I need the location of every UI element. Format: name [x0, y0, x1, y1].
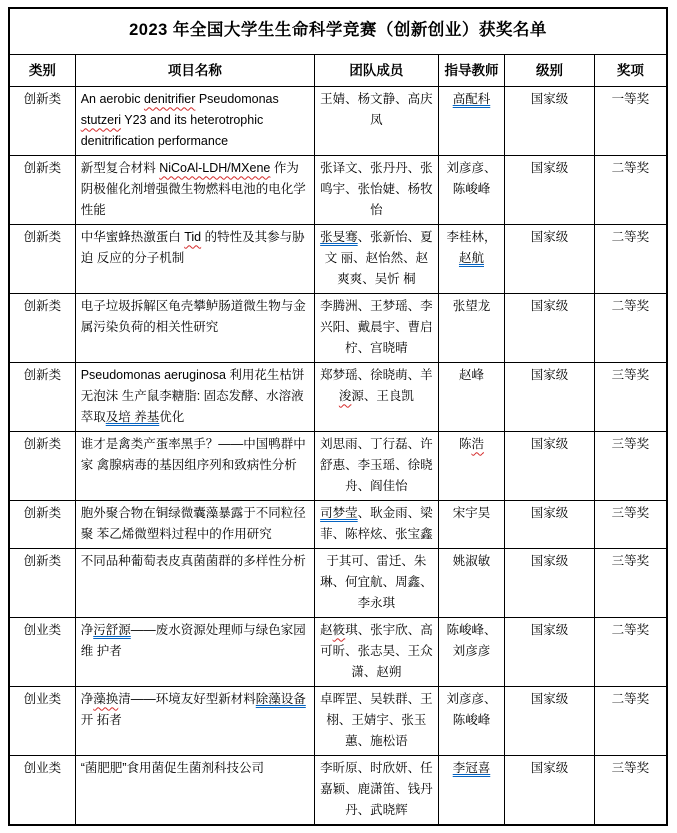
- level-cell: [505, 432, 595, 501]
- award-cell: [594, 156, 667, 225]
- level-cell: [505, 549, 595, 618]
- level-cell: [505, 756, 595, 826]
- teacher-cell: [438, 432, 504, 501]
- level-cell: [505, 501, 595, 549]
- text-segment: 、耿金雨、梁菲、陈梓炫、张宝鑫: [320, 506, 433, 542]
- title-row: [9, 8, 667, 54]
- team-cell: [314, 549, 438, 618]
- text-segment: 的特性及其参与胁迫 反应的分子机制: [80, 230, 305, 266]
- team-cell: [314, 432, 438, 501]
- project-cell: [75, 363, 314, 432]
- text-segment: 张望龙: [452, 299, 491, 314]
- text-segment: 国家级: [530, 692, 569, 707]
- text-segment: 国家级: [530, 554, 569, 569]
- level-cell: [505, 87, 595, 156]
- text-segment: 三等奖: [611, 368, 650, 383]
- award-cell: [594, 549, 667, 618]
- level-cell: [505, 363, 595, 432]
- column-header-award: 奖项: [594, 54, 667, 87]
- text-segment: 二等奖: [611, 623, 650, 638]
- award-cell: [594, 687, 667, 756]
- award-cell: [594, 618, 667, 687]
- category-cell: [9, 294, 75, 363]
- team-cell: [314, 294, 438, 363]
- table-row: [9, 618, 667, 687]
- text-segment: 国家级: [530, 623, 569, 638]
- text-segment: 谁才是禽类产蛋率黑手？——中国鸭群中家 禽腺病毒的基因组序列和致病性分析: [80, 437, 306, 473]
- column-header-team: 团队成员: [314, 54, 438, 87]
- award-cell: [594, 87, 667, 156]
- text-segment: 于其可、雷迁、朱琳、何宜航、周鑫、李永琪: [320, 554, 433, 611]
- text-segment: 胞外聚合物在铜绿微囊藻暴露于不同粒径聚 苯乙烯微塑料过程中的作用研究: [80, 506, 306, 542]
- column-header-project: 项目名称: [75, 54, 314, 87]
- team-cell: [314, 618, 438, 687]
- level-cell: [505, 687, 595, 756]
- project-cell: [75, 225, 314, 294]
- text-segment: 一等奖: [611, 92, 650, 107]
- teacher-cell: [438, 156, 504, 225]
- text-segment: 净: [80, 692, 94, 707]
- spellcheck-underline: 筱: [332, 623, 346, 638]
- text-segment: 二等奖: [611, 161, 650, 176]
- column-header-teacher: 指导教师: [438, 54, 504, 87]
- spellcheck-underline: stutzeri: [80, 113, 122, 128]
- award-cell: [594, 225, 667, 294]
- text-segment: 刘彦彦、陈峻峰: [446, 161, 497, 197]
- text-segment: 李昕原、时欣妍、任嘉颖、鹿潇笛、钱丹丹、武晓辉: [320, 761, 433, 818]
- teacher-cell: [438, 225, 504, 294]
- project-cell: [75, 549, 314, 618]
- text-segment: 姚淑敏: [452, 554, 491, 569]
- column-header-category: 类别: [9, 54, 75, 87]
- text-segment: 创新类: [23, 506, 62, 521]
- table-row: [9, 225, 667, 294]
- teacher-cell: [438, 756, 504, 826]
- category-cell: [9, 618, 75, 687]
- team-cell: [314, 87, 438, 156]
- award-cell: [594, 363, 667, 432]
- text-segment: 陈: [458, 437, 472, 452]
- award-cell: [594, 756, 667, 826]
- text-segment: Pseudomonas aeruginosa 利用花生枯饼无泡沫 生产鼠李糖脂: 固态发酵、水溶液萃取: [80, 368, 305, 425]
- header-row: [9, 54, 667, 87]
- text-segment: 三等奖: [611, 437, 650, 452]
- teacher-cell: [438, 501, 504, 549]
- category-cell: [9, 156, 75, 225]
- text-segment: “菌肥肥”食用菌促生菌剂科技公司: [80, 761, 265, 776]
- teacher-cell: [438, 363, 504, 432]
- table-row: [9, 501, 667, 549]
- spellcheck-underline: 浚: [338, 389, 352, 404]
- teacher-cell: [438, 618, 504, 687]
- text-segment: 赵峰: [458, 368, 484, 383]
- grammar-underline: 除藻设备: [255, 692, 306, 707]
- category-cell: [9, 225, 75, 294]
- project-cell: [75, 618, 314, 687]
- level-cell: [505, 294, 595, 363]
- category-cell: [9, 756, 75, 826]
- text-segment: 创新类: [23, 299, 62, 314]
- spellcheck-underline: 藻换: [93, 692, 119, 707]
- text-segment: 创新类: [23, 368, 62, 383]
- text-segment: 创新类: [23, 437, 62, 452]
- category-cell: [9, 87, 75, 156]
- text-segment: 清——环境友好型新材料: [118, 692, 256, 707]
- table-row: [9, 687, 667, 756]
- table-row: [9, 432, 667, 501]
- team-cell: [314, 156, 438, 225]
- grammar-underline: 张旻骞: [320, 230, 358, 245]
- text-segment: 三等奖: [611, 554, 650, 569]
- teacher-cell: [438, 549, 504, 618]
- text-segment: 中华蜜蜂热激蛋白: [80, 230, 185, 245]
- text-segment: 二等奖: [611, 692, 650, 707]
- grammar-underline: 高配科: [452, 92, 491, 107]
- text-segment: 国家级: [530, 506, 569, 521]
- spellcheck-underline: Tid: [184, 230, 202, 245]
- text-segment: 赵: [320, 623, 333, 638]
- text-segment: 三等奖: [611, 506, 650, 521]
- teacher-cell: [438, 687, 504, 756]
- text-segment: 国家级: [530, 761, 569, 776]
- table-row: [9, 156, 667, 225]
- project-cell: [75, 432, 314, 501]
- text-segment: 陈峻峰、刘彦彦: [446, 623, 497, 659]
- text-segment: Y23 and its heterotrophic denitrification performance: [80, 113, 264, 149]
- text-segment: 作为阴极催化剂增强微生物燃料电池的电化学性能: [80, 161, 306, 218]
- table-row: [9, 294, 667, 363]
- grammar-underline: 污舒源: [93, 623, 131, 638]
- text-segment: Pseudomonas: [195, 92, 279, 107]
- text-segment: 不同品种葡萄表皮真菌菌群的多样性分析: [80, 554, 306, 569]
- text-segment: 张译文、张丹丹、张鸣宇、张怡婕、杨牧怡: [320, 161, 433, 218]
- spellcheck-underline: denitrifier: [143, 92, 196, 107]
- category-cell: [9, 549, 75, 618]
- team-cell: [314, 225, 438, 294]
- category-cell: [9, 501, 75, 549]
- project-cell: [75, 501, 314, 549]
- level-cell: [505, 156, 595, 225]
- project-cell: [75, 687, 314, 756]
- project-cell: [75, 756, 314, 826]
- teacher-cell: [438, 294, 504, 363]
- text-segment: 、张新怡、夏文 丽、赵怡然、赵爽爽、吴忻 桐: [324, 230, 433, 287]
- text-segment: 创业类: [23, 692, 62, 707]
- table-title: 2023 年全国大学生生命科学竞赛（创新创业）获奖名单: [9, 8, 667, 54]
- text-segment: 国家级: [530, 299, 569, 314]
- grammar-underline: 赵航: [458, 251, 484, 266]
- team-cell: [314, 363, 438, 432]
- text-segment: 琪、张宇欣、高可昕、张志昊、王众潇、赵朔: [320, 623, 433, 680]
- award-cell: [594, 294, 667, 363]
- text-segment: 二等奖: [611, 299, 650, 314]
- text-segment: 创业类: [23, 623, 62, 638]
- text-segment: 开 拓者: [80, 713, 122, 728]
- text-segment: 创新类: [23, 554, 62, 569]
- text-segment: 宋宇昊: [452, 506, 491, 521]
- team-cell: [314, 501, 438, 549]
- text-segment: 国家级: [530, 368, 569, 383]
- text-segment: An aerobic: [80, 92, 144, 107]
- text-segment: 刘彦彦、陈峻峰: [446, 692, 497, 728]
- text-segment: 卓晖罡、吴轶群、王栩、王婧宇、张玉蕙、施松语: [320, 692, 433, 749]
- team-cell: [314, 687, 438, 756]
- table-body: [9, 87, 667, 826]
- spellcheck-underline: NiCoAl-LDH/MXene: [159, 161, 271, 176]
- text-segment: 国家级: [530, 161, 569, 176]
- grammar-underline: 司梦莹: [320, 506, 358, 521]
- teacher-cell: [438, 87, 504, 156]
- text-segment: 王婧、杨文静、高庆凤: [320, 92, 433, 128]
- text-segment: 源、王良凯: [351, 389, 414, 404]
- text-segment: 净: [80, 623, 94, 638]
- text-segment: 电子垃圾拆解区龟壳攀鲈肠道微生物与金属污染负荷的相关性研究: [80, 299, 306, 335]
- project-cell: [75, 156, 314, 225]
- text-segment: 李桂林，: [446, 230, 497, 245]
- table-row: [9, 87, 667, 156]
- table-row: [9, 756, 667, 826]
- category-cell: [9, 363, 75, 432]
- text-segment: 李腾洲、王梦瑶、李兴阳、戴晨宇、曹启柠、宫晓晴: [320, 299, 433, 356]
- grammar-underline: 及培 养基: [105, 410, 160, 425]
- text-segment: 国家级: [530, 92, 569, 107]
- awards-table: [8, 7, 668, 826]
- text-segment: ——废水资源处理师与绿色家园维 护者: [80, 623, 306, 659]
- project-cell: [75, 294, 314, 363]
- level-cell: [505, 225, 595, 294]
- column-header-level: 级别: [505, 54, 595, 87]
- text-segment: 创新类: [23, 161, 62, 176]
- text-segment: 创新类: [23, 230, 62, 245]
- project-cell: [75, 87, 314, 156]
- text-segment: 郑梦瑶、徐晓萌、羊: [320, 368, 433, 383]
- spellcheck-underline: 浩: [471, 437, 484, 452]
- text-segment: 创新类: [23, 92, 62, 107]
- text-segment: 国家级: [530, 437, 569, 452]
- text-segment: 三等奖: [611, 761, 650, 776]
- category-cell: [9, 687, 75, 756]
- table-row: [9, 363, 667, 432]
- text-segment: 国家级: [530, 230, 569, 245]
- text-segment: 新型复合材料: [80, 161, 160, 176]
- level-cell: [505, 618, 595, 687]
- text-segment: 创业类: [23, 761, 62, 776]
- award-cell: [594, 501, 667, 549]
- award-cell: [594, 432, 667, 501]
- text-segment: 优化: [159, 410, 185, 425]
- grammar-underline: 李冠喜: [452, 761, 491, 776]
- text-segment: 二等奖: [611, 230, 650, 245]
- category-cell: [9, 432, 75, 501]
- team-cell: [314, 756, 438, 826]
- table-row: [9, 549, 667, 618]
- text-segment: 刘思雨、丁行磊、许舒惠、李玉瑶、徐晓舟、阎佳怡: [320, 437, 433, 494]
